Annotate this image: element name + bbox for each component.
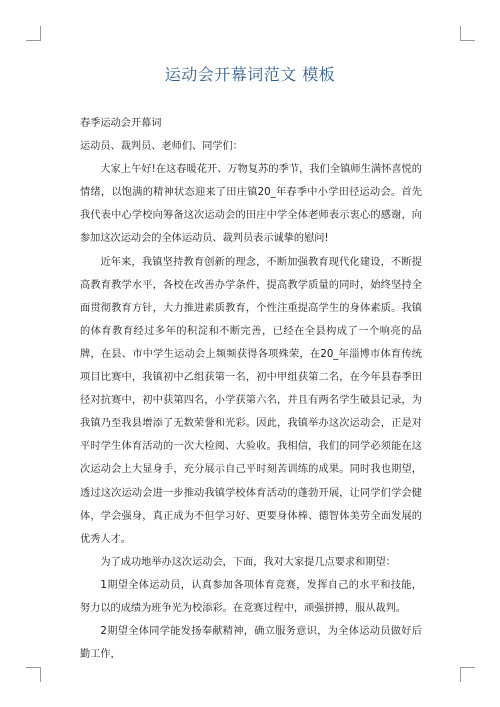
- paragraph-greeting: 大家上午好!在这春暖花开、万物复苏的季节，我们全镇师生满怀喜悦的情绪，以饱满的精神状态迎来了田庄镇20_年春季中小学田径运动会。首先我代表中心学校向筹备这次运动会的田庄中学全体老师表示衷心的感谢，向参加这次运动会的全体运动员、裁判员表示诚挚的慰问!: [80, 164, 422, 245]
- paragraph-requirement-1: 1期望全体运动员，认真参加各项体育竞赛，发挥自己的水平和技能，努力以的成绩为班争光为校添彩。在竞赛过程中，顽强拼搏，服从裁判。: [80, 579, 422, 614]
- crop-mark-bottom-left: [26, 667, 41, 682]
- paragraph-requirements-intro: 为了成功地举办这次运动会，下面，我对大家提几点要求和期望：: [100, 556, 396, 568]
- crop-mark-top-left: [26, 26, 41, 41]
- document-title: 运动会开幕词范文 模板: [164, 65, 336, 84]
- paragraph-requirement-2: 2期望全体同学能发扬奉献精神，确立服务意识，为全体运动员做好后勤工作，: [80, 626, 422, 661]
- crop-mark-top-right: [460, 26, 475, 41]
- salutation: 运动员、裁判员、老师们、同学们：: [80, 141, 243, 153]
- crop-mark-bottom-right: [460, 667, 475, 682]
- document-subtitle: 春季运动会开幕词: [80, 118, 162, 129]
- document-body: [80, 112, 422, 666]
- paragraph-achievements: 近年来，我镇坚持教育创新的理念，不断加强教育现代化建设，不断提高教育教学水平，各校在改善办学条件，提高教学质量的同时，始终坚持全面贯彻教育方针，大力推进素质教育，个性注重提高学生的身体素质。我镇的体育教育经过多年的积淀和不断完善，已经在全县构成了一个响亮的品牌，在县、市中学生运动会上频频获得各项殊荣，在20_年淄博市体育传统项目比赛中，我镇初中乙组获第一名，初中甲组获第二名，在今年县春季田径对抗赛中，初中获第四名，小学获第六名，并且有两名学生破县记录，为我镇乃至我县增添了无数荣誉和光彩。因此，我镇举办这次运动会，正是对平时学生体育活动的一次大检阅、大验收。我相信，我们的同学必须能在这次运动会上大显身手，充分展示自己平时刻苦训练的成果。同时我也期望，透过这次运动会进一步推动我镇学校体育活动的蓬勃开展，让同学们学会健体，学会强身，真正成为不但学习好、更要身体棒、德智体美劳全面发展的优秀人才。: [80, 256, 422, 545]
